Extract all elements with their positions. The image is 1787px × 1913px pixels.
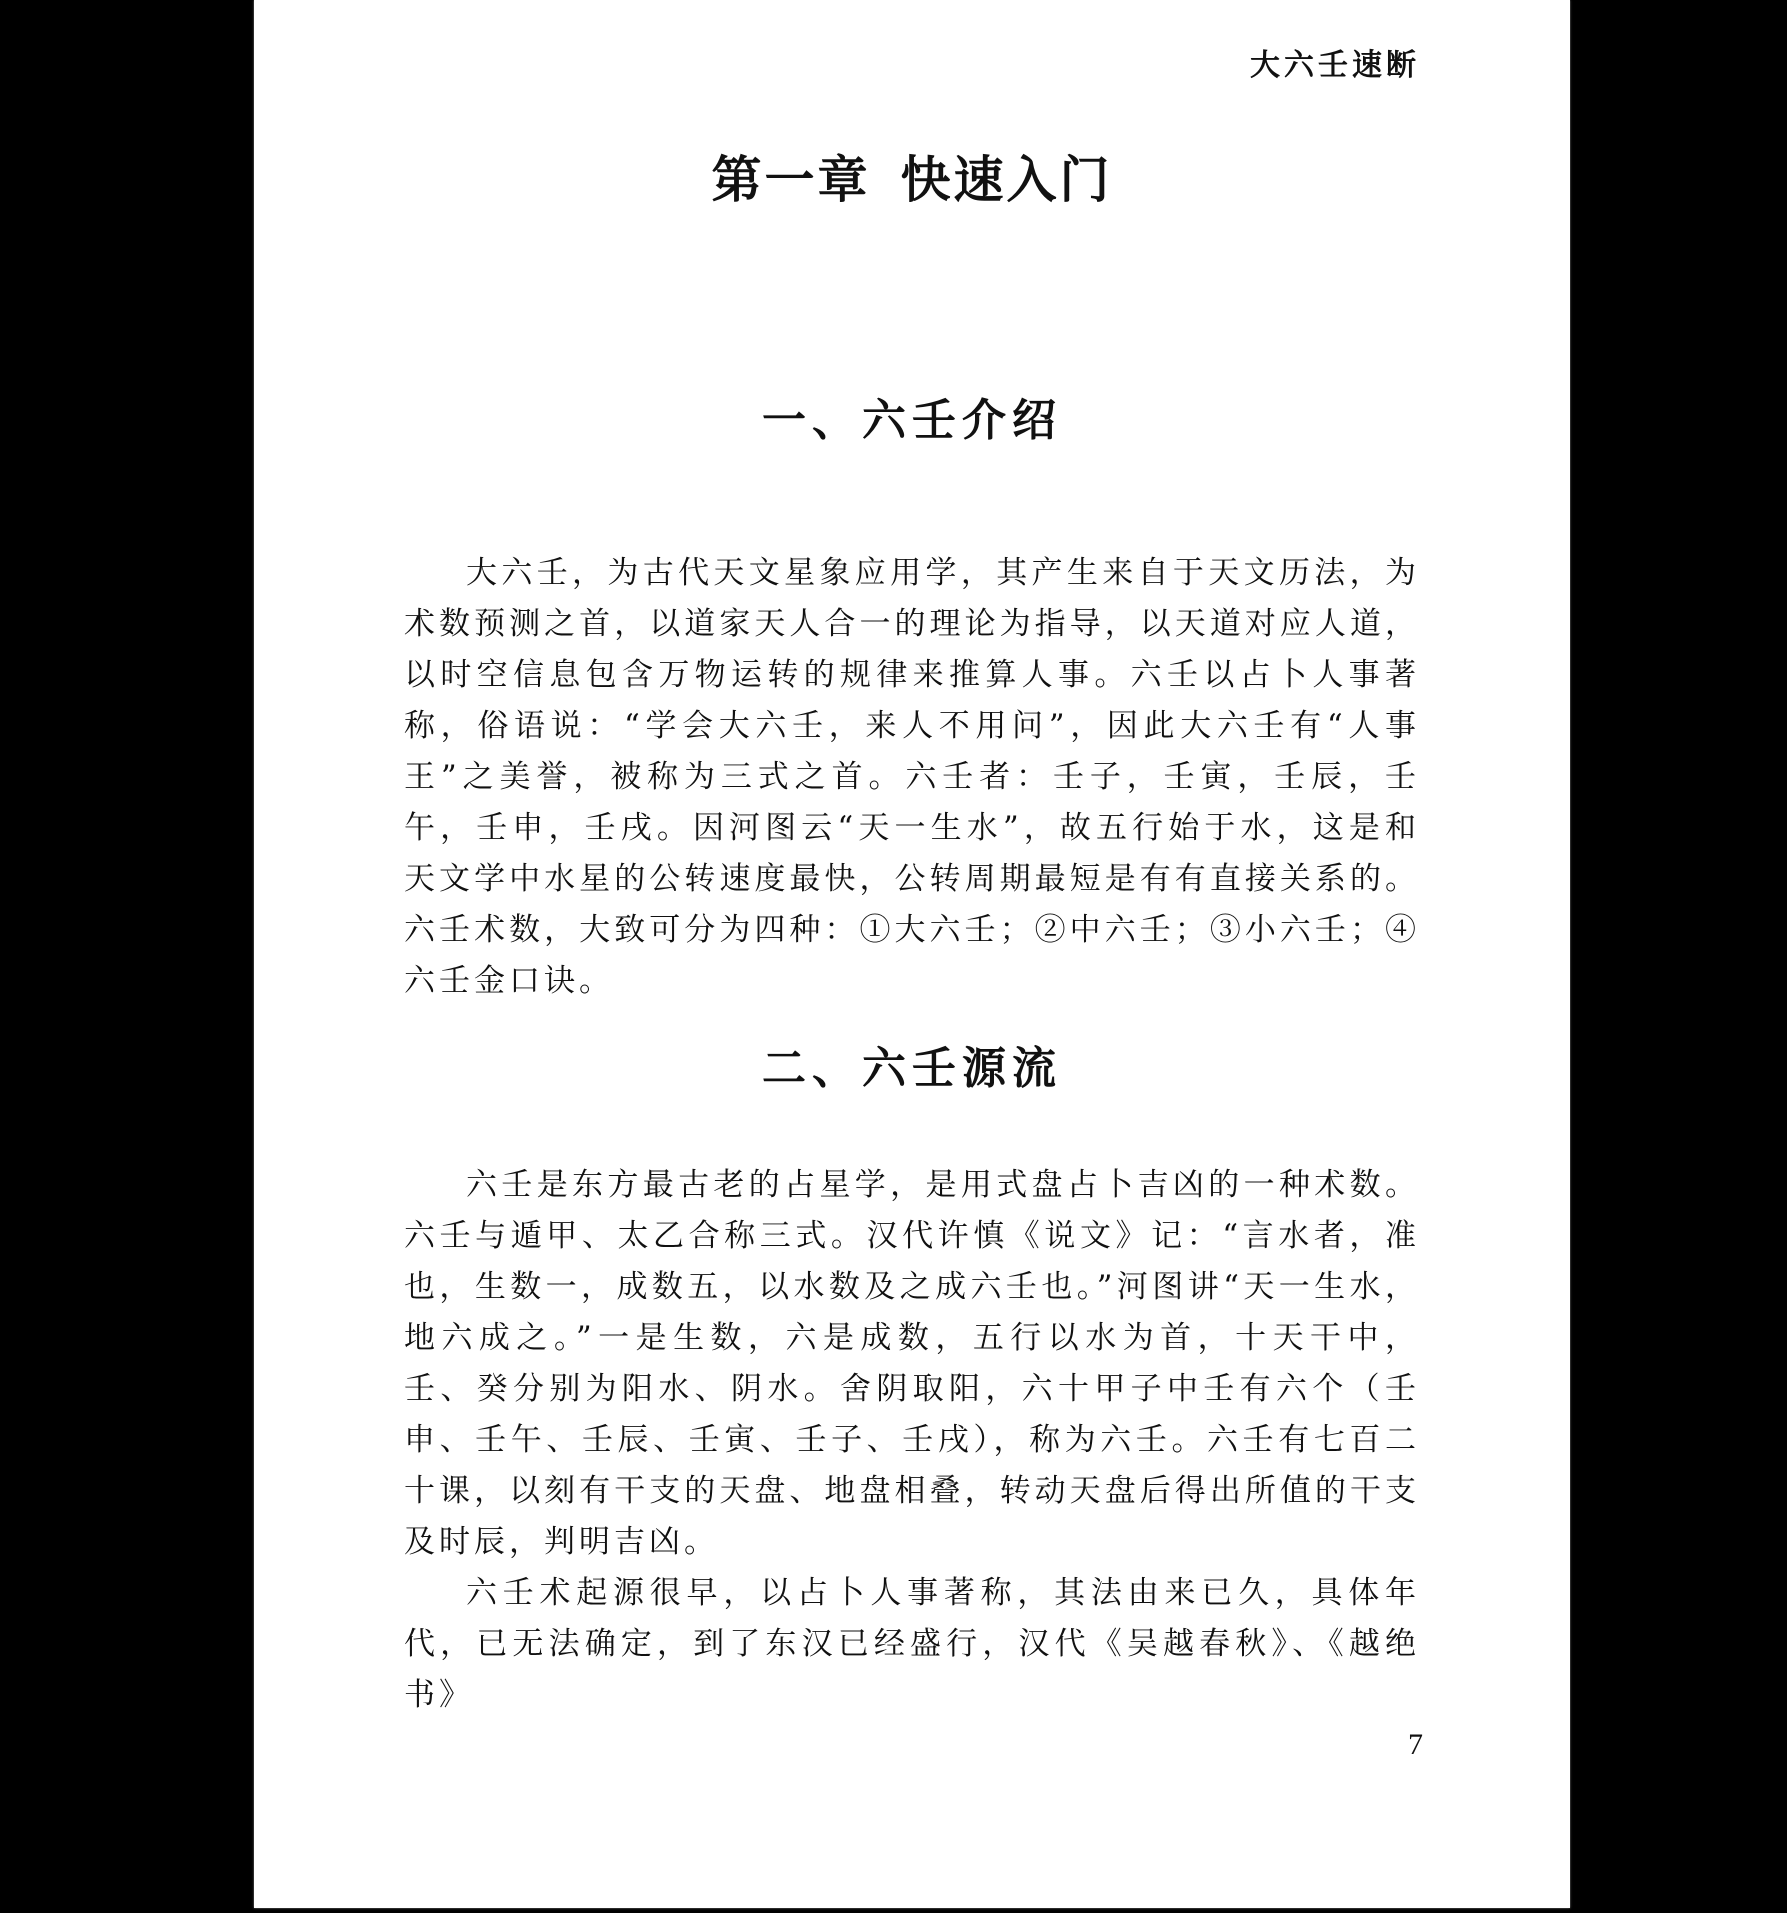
paragraph: 大六壬，为古代天文星象应用学，其产生来自于天文历法，为术数预测之首，以道家天人合一的理论为指导，以天道对应人道，以时空信息包含万物运转的规律来推算人事。六壬以占卜人事著称，俗语说：“学会大六壬，来人不用问”，因此大六壬有“人事王”之美誉，被称为三式之首。六壬者：壬子，壬寅，壬辰，壬午，壬申，壬戌。因河图云“天一生水”，故五行始于水，这是和天文学中水星的公转速度最快，公转周期最短是有有直接关系的。六壬术数，大致可分为四种：①大六壬；②中六壬；③小六壬；④六壬金口诀。 bbox=[404, 555, 1420, 999]
chapter-title bbox=[254, 140, 1570, 212]
section-body-introduction bbox=[404, 548, 1420, 1007]
page-number: 7 bbox=[1408, 1728, 1423, 1761]
paragraph: 六壬是东方最古老的占星学，是用式盘占卜吉凶的一种术数。六壬与遁甲、太乙合称三式。汉代许慎《说文》记：“言水者，准也，生数一，成数五，以水数及之成六壬也。”河图讲“天一生水，地六成之。”一是生数，六是成数，五行以水为首，十天干中，壬、癸分别为阳水、阴水。舍阴取阳，六十甲子中壬有六个（壬申、壬午、壬辰、壬寅、壬子、壬戌），称为六壬。六壬有七百二十课，以刻有干支的天盘、地盘相叠，转动天盘后得出所值的干支及时辰，判明吉凶。 bbox=[404, 1167, 1420, 1560]
section-heading-introduction: 一、六壬介绍 bbox=[762, 395, 1062, 446]
section-heading-origin: 二、六壬源流 bbox=[762, 1043, 1062, 1094]
section-body-origin bbox=[404, 1160, 1420, 1721]
chapter-number: 第一章 bbox=[711, 151, 871, 209]
paragraph: 六壬术起源很早，以占卜人事著称，其法由来已久，具体年代，已无法确定，到了东汉已经盛行，汉代《吴越春秋》、《越绝书》 bbox=[404, 1575, 1420, 1713]
book-page bbox=[254, 0, 1570, 1908]
running-header: 大六壬速断 bbox=[1250, 48, 1420, 83]
chapter-name: 快速入门 bbox=[900, 151, 1113, 209]
